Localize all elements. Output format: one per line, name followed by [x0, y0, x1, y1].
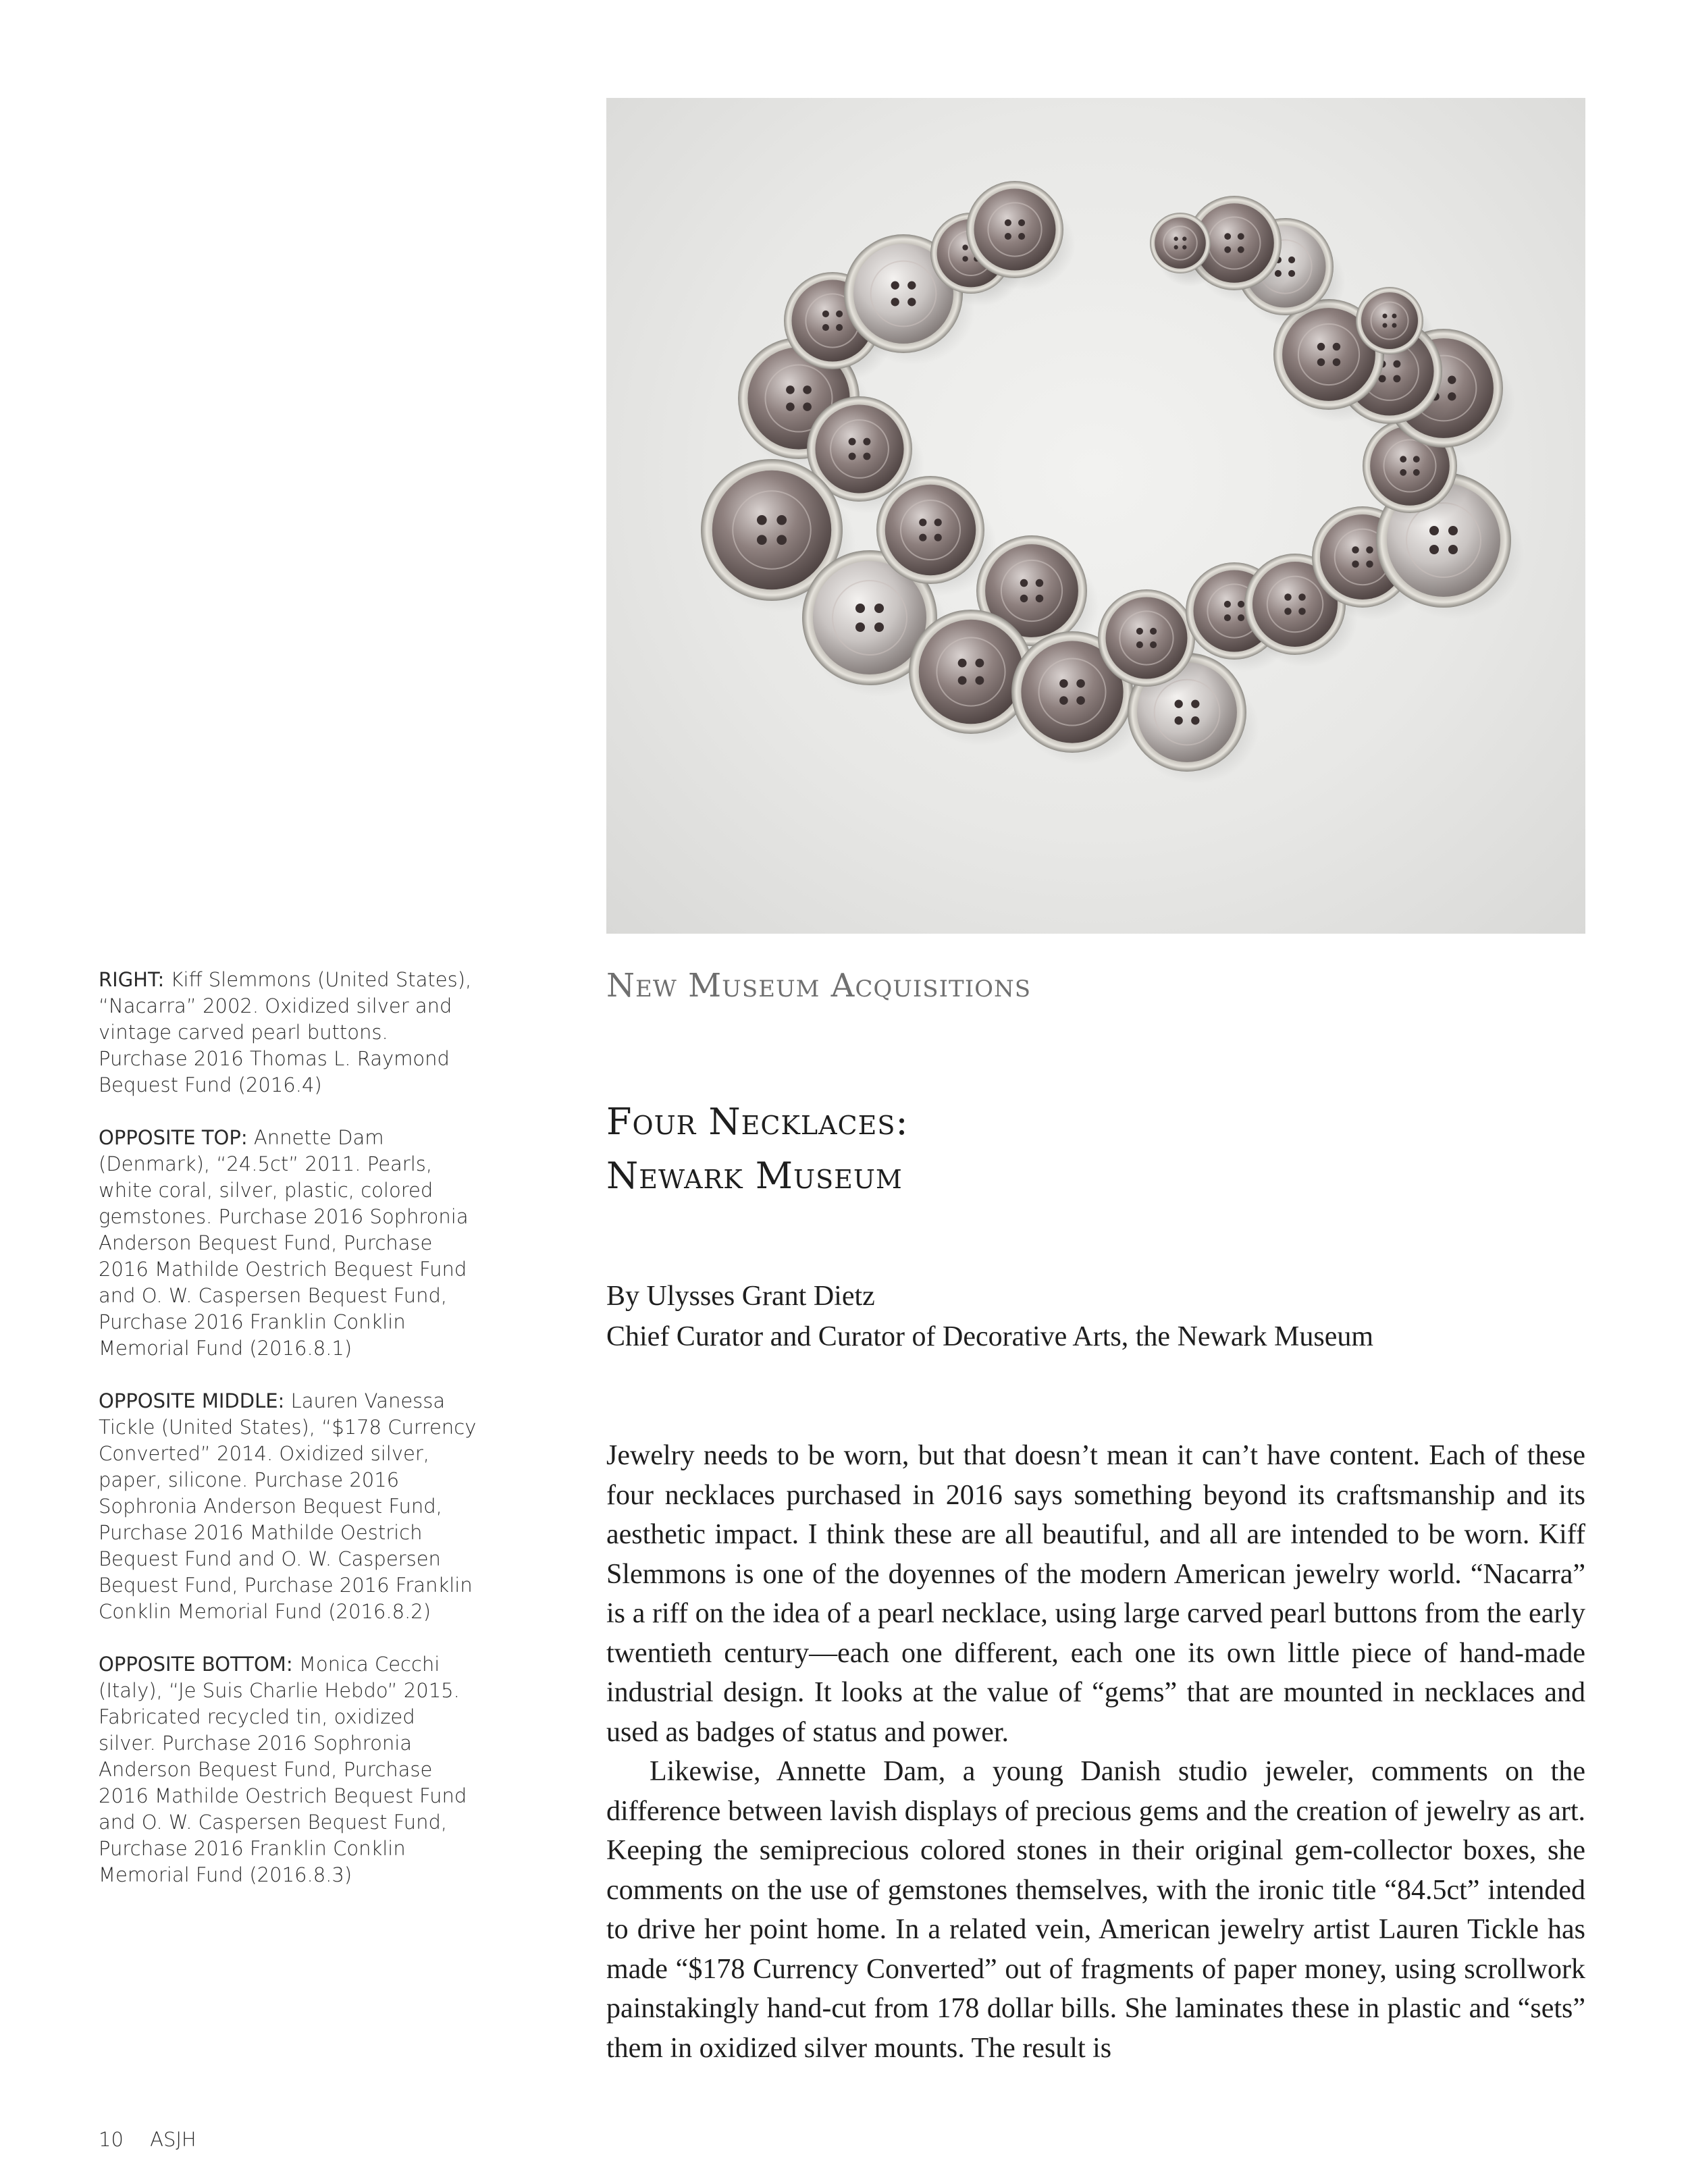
photo-captions: [99, 967, 477, 1915]
page-footer: [99, 2128, 217, 2151]
caption-opposite-bottom: OPPOSITE BOTTOM: Monica Cecchi (Italy), “Je Suis Charlie Hebdo” 2015. Fabricated recycled tin, oxidized silver. Purchase 2016 Sophronia Anderson Bequest Fund, Purchase 2016 Mathilde Oestrich Bequest Fund and O. W. Caspersen Bequest Fund, Purchase 2016 Franklin Conklin Memorial Fund (2016.8.3): [99, 1653, 467, 1886]
article-title-line2: Newark Museum: [606, 1154, 903, 1197]
caption-opposite-top: OPPOSITE TOP: Annette Dam (Denmark), “24.5ct” 2011. Pearls, white coral, silver, plastic, colored gemstones. Purchase 2016 Sophronia Anderson Bequest Fund, Purchase 2016 Mathilde Oestrich Bequest Fund and O. W. Caspersen Bequest Fund, Purchase 2016 Franklin Conklin Memorial Fund (2016.8.1): [99, 1126, 469, 1360]
necklace-photo: [606, 98, 1585, 934]
section-title: New Museum Acquisitions: [606, 967, 1032, 1005]
caption-opposite-middle: OPPOSITE MIDDLE: Lauren Vanessa Tickle (United States), “$178 Currency Converted” 2014. Oxidized silver, paper, silicone. Purchase 2016 Sophronia Anderson Bequest Fund, Purchase 2016 Mathilde Oestrich Bequest Fund and O. W. Caspersen Bequest Fund, Purchase 2016 Franklin Conklin Memorial Fund (2016.8.2): [99, 1389, 477, 1623]
article-body: [606, 1436, 1585, 2068]
caption-right: RIGHT: Kiff Slemmons (United States), “Nacarra” 2002. Oxidized silver and vintage carved pearl buttons. Purchase 2016 Thomas L. Raymond Bequest Fund (2016.4): [99, 968, 472, 1096]
page-number: 10: [99, 2128, 124, 2151]
paragraph: Jewelry needs to be worn, but that doesn’t mean it can’t have content. Each of these four necklaces purchased in 2016 says something beyond its craftsmanship and its aesthetic impact. I think these are all beautiful, and all are intended to be worn. Kiff Slemmons is one of the doyennes of the modern American jewelry world. “Nacarra” is a riff on the idea of a pearl necklace, using large carved pearl buttons from the early twentieth century—each one different, each one its own little piece of hand-made industrial design. It looks at the value of “gems” that are mounted in necklaces and used as badges of status and power.: [606, 1440, 1585, 1748]
byline-role: Chief Curator and Curator of Decorative Arts, the Newark Museum: [606, 1321, 1374, 1352]
paragraph: Likewise, Annette Dam, a young Danish studio jeweler, comments on the difference between lavish displays of precious gems and the creation of jewelry as art. Keeping the semiprecious colored stones in their original gem-collector boxes, she comments on the use of gemstones themselves, with the ironic title “84.5ct” intended to drive her point home. In a related vein, American jewelry artist Lauren Tickle has made “$178 Currency Converted” out of fragments of paper money, using scrollwork painstakingly hand-cut from 178 dollar bills. She laminates these in plastic and “sets” them in oxidized silver mounts. The result is: [606, 1756, 1585, 2064]
publication-name: ASJH: [150, 2128, 196, 2151]
byline-author: By Ulysses Grant Dietz: [606, 1281, 875, 1312]
necklace-illustration: [606, 98, 1585, 934]
byline: [606, 1276, 1373, 1357]
article-title-line1: Four Necklaces:: [606, 1100, 909, 1143]
article-title: [606, 1095, 909, 1203]
